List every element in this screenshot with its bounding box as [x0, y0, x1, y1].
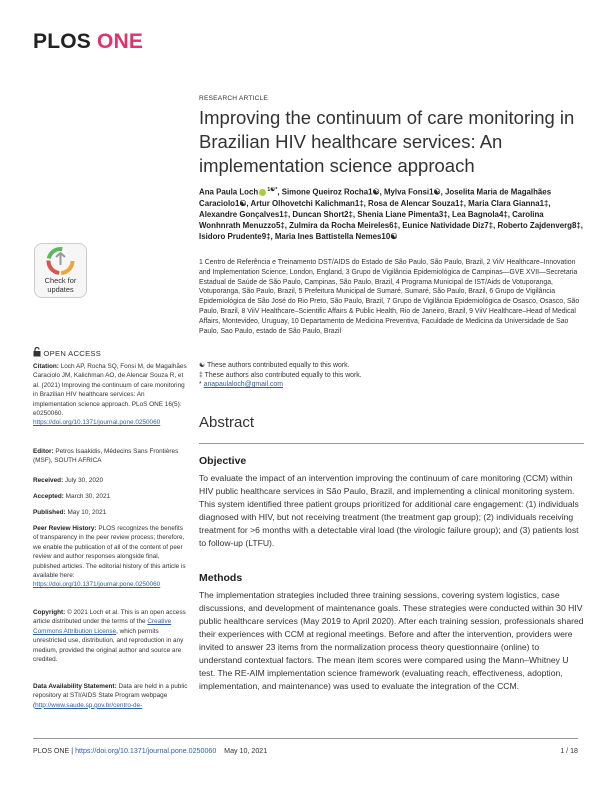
received-block [33, 476, 188, 485]
objective-heading: Objective [199, 455, 247, 467]
data-availability-label: Data Availability Statement: [33, 683, 117, 690]
published-label: Published: [33, 509, 66, 516]
received-date: July 30, 2020 [63, 477, 103, 484]
methods-heading: Methods [199, 572, 243, 584]
footer-date: May 10, 2021 [224, 747, 268, 755]
abstract-heading: Abstract [199, 414, 255, 431]
email-link[interactable]: anapaulaloch@gmail.com [203, 381, 283, 388]
copyright-label: Copyright: [33, 609, 66, 616]
peer-review-label: Peer Review History: [33, 525, 97, 532]
journal-logo[interactable] [33, 30, 143, 54]
peer-review-doi-link[interactable]: https://doi.org/10.1371/journal.pone.0250060 [33, 581, 161, 589]
copyright-text-a: © 2021 Loch et al. This is an open access article distributed under the terms of the [33, 609, 186, 626]
author-notes [199, 361, 584, 390]
editor-block [33, 447, 188, 466]
corresponding-email [199, 380, 584, 390]
other-authors: , Simone Queiroz Rocha1☯, Mylva Fonsi1☯, Joselita Maria de Magalhães Caraciolo1☯, Artur Olhovetchi Kalichman1‡, Rosa de Alencar Souza1‡, Maria Clara Gianna1‡, Alexandre Gonçalves1‡, Duncan Short2‡, Shenia Liane Pimenta3‡, Lea Bagnola4‡, Carolina Wonhnrath Menuzzo5‡, Zulmira da Rocha Meireles6‡, Eunice Natividade Diz7‡, Roberto Zajdenverg8‡, Isidoro Prudente9‡, Maria Ines Battistella Nemes10☯ [199, 187, 583, 241]
page-number: 1 / 18 [560, 747, 578, 755]
page-footer [33, 747, 267, 755]
journal-logo-one: ONE [97, 30, 144, 53]
citation-text: Loch AP, Rocha SQ, Fonsi M, de Magalhães Caraciolo JM, Kalichman AO, de Alencar Souza R, et al. (2021) Improving the continuum of care monitoring in Brazilian HIV healthcare services: An implementation science approach. PLoS ONE 16(5): e0250060. [33, 363, 187, 418]
license-link[interactable]: Creative Commons Attribution License [33, 618, 172, 635]
orcid-icon[interactable] [259, 189, 266, 196]
badge-line1: Check for [44, 276, 77, 285]
copyright-block [33, 608, 188, 664]
published-block [33, 508, 188, 517]
copyright-text-b: , which permits unrestricted use, distribution, and reproduction in any medium, provided the original author and source are credited. [33, 627, 184, 664]
received-label: Received: [33, 477, 64, 484]
objective-text: To evaluate the impact of an intervention improving the continuum of care monitoring (CCM) within HIV public healthcare services in São Paulo, Brazil, and implementing a clinical monitoring system. This system identified three patient groups prioritized for additional care engagement: (1) individuals diagnosed with HIV, but not receiving treatment (the treatment gap group); (2) individuals receiving treatment for >6 months with a detectable viral load (the virologic failure group); and (3) patients lost to follow-up (LTFU). [199, 473, 579, 548]
open-access-label: OPEN ACCESS [43, 349, 102, 358]
badge-line2: updates [47, 284, 74, 294]
citation-doi-link[interactable]: https://doi.org/10.1371/journal.pone.0250060 [33, 419, 161, 427]
open-access [33, 347, 101, 358]
email-marker: * [199, 381, 202, 388]
accepted-block [33, 492, 188, 501]
citation-block [33, 362, 188, 428]
abstract-divider [199, 443, 584, 444]
first-author[interactable]: Ana Paula Loch [199, 187, 259, 197]
published-date: May 10, 2021 [65, 509, 107, 516]
article-title: Improving the continuum of care monitoring in Brazilian HIV healthcare services: An implementation science approach [199, 107, 575, 176]
footer-divider [33, 738, 578, 739]
editor-text: Petros Isaakidis, Médecins Sans Frontières (MSF), SOUTH AFRICA [33, 448, 179, 465]
footer-doi-link[interactable]: https://doi.org/10.1371/journal.pone.0250060 [75, 747, 217, 755]
accepted-label: Accepted: [33, 493, 64, 500]
footer-separator: | [69, 747, 76, 755]
data-availability-text: Data are held in a public repository at STI/AIDS State Program webpage ( [33, 683, 188, 709]
also-contribution-note: ‡ These authors also contributed equally to this work. [199, 371, 362, 379]
first-author-affil: 1☯* [267, 187, 278, 193]
methods-text: The implementation strategies included three training sessions, covering system logistics, case discussions, and development of maintenance goals. These strategies were conducted within 30 HIV public healthcare services (May 2019 to April 2020). After each training session, professionals shared their experiences with CCM at regional meetings. Before and after the intervention, providers were invited to answer 23 items from the normalization process theory questionnaire (online) to understand contextual factors. The mean item scores were compared using the Mann–Whitney U test. The RE-AIM implementation science framework (evaluating reach, effectiveness, adoption, implementation, and maintenance) was used to evaluate the integration of the CCM. [199, 590, 584, 691]
accepted-date: March 30, 2021 [63, 493, 111, 500]
open-lock-icon [33, 347, 41, 357]
equal-contribution-note: ☯ These authors contributed equally to this work. [199, 362, 350, 369]
affiliations: 1 Centro de Referência e Treinamento DST/AIDS do Estado de São Paulo, São Paulo, Brazil, 2 ViiV Healthcare–Innovation and Implementation Science, London, England, 3 Grupo de Vigilância Epidemiológica de Campinas—GVE XVII—Secretaria Estadual de Saúde de São Paulo, Campinas, São Paulo, Brazil, 4 Programa Municipal de IST/Aids de Votuporanga, Votuporanga, São Paulo, Brazil, 5 Prefeitura Municipal de Sumaré, Sumaré, São Paulo, Brazil, 6 Grupo de Vigilância Epidemiológica de São José do Rio Preto, São Paulo, Brazil, 7 Grupo de Vigilância Epidemiológica de Osasco, Osasco, São Paulo, Brazil, 8 ViiV Healthcare–Scientific Affairs & Public Health, Rio de Janeiro, Brazil, 9 ViiV Healthcare–Head of Medical Affairs, Montevideo, Uruguay, 10 Departamento de Medicina Preventiva, Faculdade de Medicina da Universidade de Sao Paulo, Sao Paulo, estado de São Paulo, Brazil [199, 259, 580, 335]
editor-label: Editor: [33, 448, 54, 455]
citation-label: Citation: [33, 363, 59, 370]
data-repository-link[interactable]: http://www.saude.sp.gov.br/centro-de- [35, 701, 143, 709]
author-list [199, 185, 584, 242]
article-type: RESEARCH ARTICLE [199, 95, 269, 102]
footer-journal: PLOS ONE [33, 747, 70, 755]
peer-review-text: PLOS recognizes the benefits of transparency in the peer review process; therefore, we enable the publication of all of the content of peer review and author responses alongside final, published articles. The editorial history of this article is available here: [33, 525, 186, 580]
journal-logo-plos: PLOS [33, 30, 91, 53]
data-availability-block [33, 682, 188, 710]
peer-review-block [33, 524, 188, 590]
check-for-updates-label[interactable] [34, 277, 87, 294]
